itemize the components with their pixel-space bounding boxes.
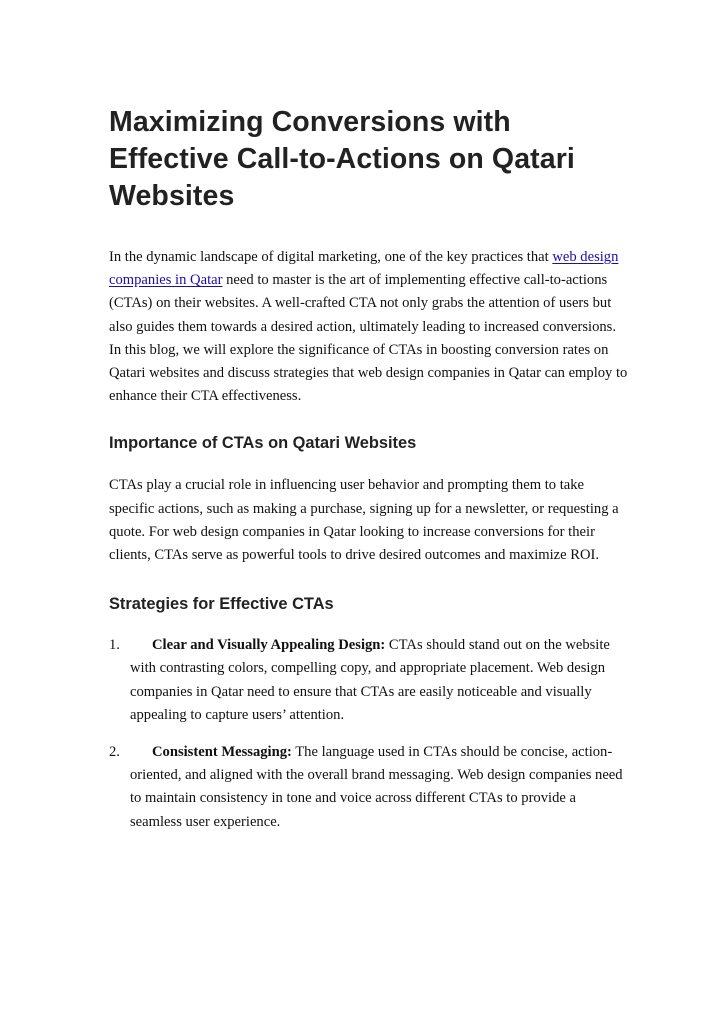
article-title: Maximizing Conversions with Effective Call-to-Actions on Qatari Websites — [109, 106, 575, 212]
list-item-text: The language used in CTAs should be concise, action-oriented, and aligned with the overall brand messaging. Web design companies need to maintain consistency in tone and voice across different CTAs to provide a seamless user experience. — [130, 744, 623, 830]
section-heading-strategies: Strategies for Effective CTAs — [109, 595, 334, 614]
article — [109, 104, 629, 834]
list-item-title: Consistent Messaging: — [152, 744, 292, 761]
intro-text-after-link: need to master is the art of implementing effective call-to-actions (CTAs) on their websites. A well-crafted CTA not only grabs the attention of users but also guides them towards a desired action, ultimately leading to increased conversions. In this blog, we will explore the significance of CTAs in boosting conversion rates on Qatari websites and discuss strategies that web design companies in Qatar can employ to enhance their CTA effectiveness. — [109, 272, 628, 405]
section-heading-importance: Importance of CTAs on Qatari Websites — [109, 434, 417, 453]
list-item-number: 2. — [109, 744, 120, 761]
web-design-companies-link[interactable]: web design companies in Qatar — [109, 249, 619, 289]
strategies-list — [109, 634, 629, 834]
list-item-text: CTAs should stand out on the website with contrasting colors, compelling copy, and appropriate placement. Web design companies in Qatar need to ensure that CTAs are easily noticeable and visually appealing to capture users’ attention. — [130, 637, 610, 723]
list-item-title: Clear and Visually Appealing Design: — [152, 637, 386, 654]
importance-paragraph: CTAs play a crucial role in influencing user behavior and prompting them to take specific actions, such as making a purchase, signing up for a newsletter, or requesting a quote. For web design companies in Qatar looking to increase conversions for their clients, CTAs serve as powerful tools to drive desired outcomes and maximize ROI. — [109, 477, 619, 564]
intro-paragraph — [109, 246, 629, 408]
list-item-number: 1. — [109, 637, 120, 654]
list-item — [109, 741, 629, 834]
intro-text-before-link: In the dynamic landscape of digital marketing, one of the key practices that — [109, 249, 553, 265]
list-item — [109, 634, 629, 727]
